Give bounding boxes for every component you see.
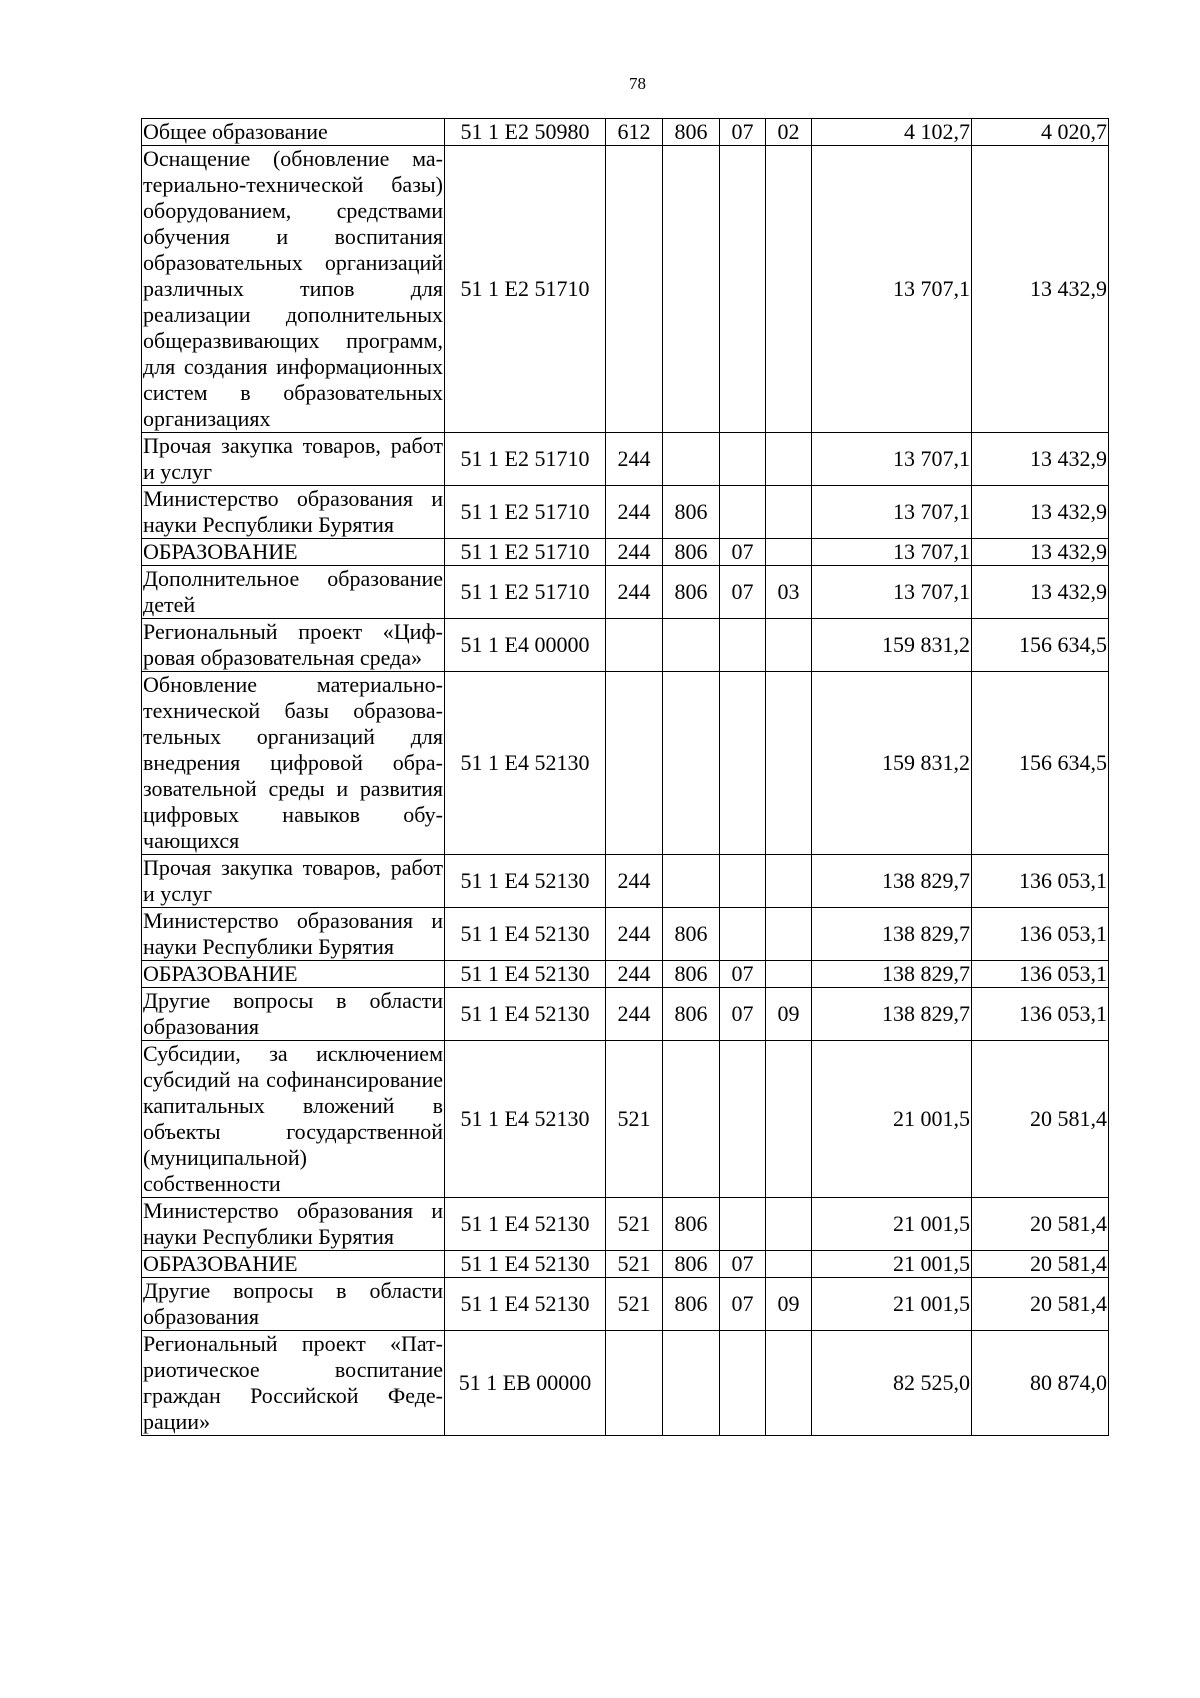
amount-year2: 13 432,9 — [972, 146, 1109, 433]
row-name: Дополнительное образование детей — [143, 566, 443, 617]
expense-type: 521 — [606, 1041, 663, 1198]
amount-year1: 21 001,5 — [812, 1251, 972, 1278]
section-code: 07 — [720, 1278, 766, 1331]
amount-year2: 156 634,5 — [972, 672, 1109, 855]
section-code — [720, 619, 766, 672]
table-row — [142, 961, 1109, 988]
target-code: 51 1 Е4 00000 — [445, 619, 606, 672]
amount-year1: 13 707,1 — [812, 146, 972, 433]
expense-type — [606, 146, 663, 433]
target-code: 51 1 Е4 52130 — [445, 1278, 606, 1331]
section-code — [720, 1041, 766, 1198]
target-code: 51 1 Е4 52130 — [445, 672, 606, 855]
section-code: 07 — [720, 119, 766, 146]
ministry-code: 806 — [663, 119, 720, 146]
subsection-code — [766, 433, 812, 486]
row-name: Региональный проект «Патриотическое воспитание граждан Российской Федерации» — [143, 1331, 443, 1434]
row-name: Другие вопросы в области образования — [143, 1278, 443, 1329]
row-name: Министерство образования и науки Республики Бурятия — [143, 486, 443, 537]
row-name: Субсидии, за исключением субсидий на софинансирование капитальных вложений в объекты государственной (муниципальной) собственности — [143, 1041, 443, 1196]
amount-year1: 21 001,5 — [812, 1278, 972, 1331]
expense-type: 244 — [606, 433, 663, 486]
table-row — [142, 672, 1109, 855]
section-code: 07 — [720, 1251, 766, 1278]
amount-year2: 20 581,4 — [972, 1198, 1109, 1251]
ministry-code: 806 — [663, 539, 720, 566]
expense-type: 521 — [606, 1198, 663, 1251]
row-name: Оснащение (обновление материально-технической базы) оборудованием, средствами обучения и воспитания образовательных организаций различных типов для реализации дополнительных общеразвивающих программ, для создания информационных систем в образовательных организациях — [143, 146, 443, 431]
subsection-code — [766, 486, 812, 539]
table-row — [142, 539, 1109, 566]
table-row — [142, 486, 1109, 539]
section-code: 07 — [720, 566, 766, 619]
amount-year2: 136 053,1 — [972, 988, 1109, 1041]
table-row — [142, 1251, 1109, 1278]
amount-year1: 159 831,2 — [812, 672, 972, 855]
amount-year2: 80 874,0 — [972, 1331, 1109, 1436]
expense-type: 521 — [606, 1278, 663, 1331]
subsection-code — [766, 146, 812, 433]
section-code — [720, 855, 766, 908]
amount-year2: 136 053,1 — [972, 855, 1109, 908]
row-name: Региональный проект «Цифровая образовательная среда» — [143, 619, 443, 670]
subsection-code — [766, 1198, 812, 1251]
subsection-code — [766, 539, 812, 566]
ministry-code — [663, 1331, 720, 1436]
section-code — [720, 486, 766, 539]
target-code: 51 1 Е2 50980 — [445, 119, 606, 146]
subsection-code — [766, 961, 812, 988]
ministry-code: 806 — [663, 1278, 720, 1331]
subsection-code — [766, 1041, 812, 1198]
target-code: 51 1 Е4 52130 — [445, 988, 606, 1041]
row-name: Обновление материально-технической базы образовательных организаций для внедрения цифровой образовательной среды и развития цифровых навыков обучающихся — [143, 672, 443, 853]
subsection-code: 09 — [766, 1278, 812, 1331]
amount-year2: 20 581,4 — [972, 1278, 1109, 1331]
amount-year1: 138 829,7 — [812, 961, 972, 988]
table-row — [142, 1331, 1109, 1436]
amount-year2: 20 581,4 — [972, 1041, 1109, 1198]
section-code — [720, 433, 766, 486]
target-code: 51 1 Е2 51710 — [445, 539, 606, 566]
subsection-code — [766, 855, 812, 908]
section-code — [720, 908, 766, 961]
row-name: Общее образование — [142, 119, 445, 146]
expense-type: 244 — [606, 855, 663, 908]
section-code: 07 — [720, 988, 766, 1041]
section-code — [720, 672, 766, 855]
target-code: 51 1 Е4 52130 — [445, 1198, 606, 1251]
subsection-code — [766, 672, 812, 855]
amount-year2: 136 053,1 — [972, 961, 1109, 988]
ministry-code — [663, 672, 720, 855]
amount-year2: 13 432,9 — [972, 486, 1109, 539]
table-row — [142, 855, 1109, 908]
ministry-code: 806 — [663, 486, 720, 539]
expense-type — [606, 619, 663, 672]
amount-year1: 82 525,0 — [812, 1331, 972, 1436]
ministry-code — [663, 146, 720, 433]
ministry-code: 806 — [663, 1198, 720, 1251]
amount-year1: 13 707,1 — [812, 433, 972, 486]
table-body — [142, 119, 1109, 1436]
ministry-code — [663, 433, 720, 486]
ministry-code — [663, 855, 720, 908]
target-code: 51 1 Е2 51710 — [445, 146, 606, 433]
table-row — [142, 1198, 1109, 1251]
table-row — [142, 1041, 1109, 1198]
table-row — [142, 146, 1109, 433]
expense-type: 244 — [606, 539, 663, 566]
target-code: 51 1 Е2 51710 — [445, 433, 606, 486]
amount-year1: 138 829,7 — [812, 988, 972, 1041]
section-code: 07 — [720, 539, 766, 566]
target-code: 51 1 Е4 52130 — [445, 1041, 606, 1198]
ministry-code — [663, 1041, 720, 1198]
ministry-code: 806 — [663, 961, 720, 988]
amount-year1: 138 829,7 — [812, 855, 972, 908]
expense-type: 612 — [606, 119, 663, 146]
expense-type — [606, 1331, 663, 1436]
expense-type: 244 — [606, 566, 663, 619]
expense-type: 244 — [606, 988, 663, 1041]
amount-year2: 156 634,5 — [972, 619, 1109, 672]
table-row — [142, 619, 1109, 672]
target-code: 51 1 ЕВ 00000 — [445, 1331, 606, 1436]
expense-type: 244 — [606, 961, 663, 988]
target-code: 51 1 Е4 52130 — [445, 855, 606, 908]
ministry-code: 806 — [663, 988, 720, 1041]
subsection-code — [766, 908, 812, 961]
row-name: ОБРАЗОВАНИЕ — [142, 1251, 445, 1278]
row-name: ОБРАЗОВАНИЕ — [142, 539, 445, 566]
row-name: Прочая закупка товаров, работ и услуг — [143, 433, 443, 484]
ministry-code: 806 — [663, 908, 720, 961]
row-name: ОБРАЗОВАНИЕ — [142, 961, 445, 988]
target-code: 51 1 Е2 51710 — [445, 566, 606, 619]
expense-type: 521 — [606, 1251, 663, 1278]
amount-year2: 4 020,7 — [972, 119, 1109, 146]
expense-type — [606, 672, 663, 855]
row-name: Министерство образования и науки Республики Бурятия — [143, 1198, 443, 1249]
section-code: 07 — [720, 961, 766, 988]
table-row — [142, 1278, 1109, 1331]
table-row — [142, 566, 1109, 619]
page-number: 78 — [629, 74, 646, 93]
subsection-code — [766, 619, 812, 672]
amount-year1: 21 001,5 — [812, 1198, 972, 1251]
subsection-code — [766, 1331, 812, 1436]
target-code: 51 1 Е4 52130 — [445, 908, 606, 961]
table-row — [142, 119, 1109, 146]
subsection-code — [766, 1251, 812, 1278]
target-code: 51 1 Е4 52130 — [445, 961, 606, 988]
amount-year1: 13 707,1 — [812, 566, 972, 619]
row-name: Министерство образования и науки Республики Бурятия — [143, 908, 443, 959]
subsection-code: 09 — [766, 988, 812, 1041]
target-code: 51 1 Е2 51710 — [445, 486, 606, 539]
subsection-code: 03 — [766, 566, 812, 619]
expense-type: 244 — [606, 908, 663, 961]
amount-year1: 4 102,7 — [812, 119, 972, 146]
row-name: Другие вопросы в области образования — [143, 988, 443, 1039]
subsection-code: 02 — [766, 119, 812, 146]
amount-year2: 20 581,4 — [972, 1251, 1109, 1278]
amount-year1: 13 707,1 — [812, 486, 972, 539]
amount-year1: 21 001,5 — [812, 1041, 972, 1198]
table-row — [142, 908, 1109, 961]
table-row — [142, 988, 1109, 1041]
expense-type: 244 — [606, 486, 663, 539]
section-code — [720, 1198, 766, 1251]
budget-table — [141, 118, 1109, 1436]
target-code: 51 1 Е4 52130 — [445, 1251, 606, 1278]
amount-year2: 13 432,9 — [972, 433, 1109, 486]
ministry-code — [663, 619, 720, 672]
ministry-code: 806 — [663, 1251, 720, 1278]
amount-year2: 13 432,9 — [972, 566, 1109, 619]
amount-year1: 13 707,1 — [812, 539, 972, 566]
ministry-code: 806 — [663, 566, 720, 619]
amount-year1: 159 831,2 — [812, 619, 972, 672]
row-name: Прочая закупка товаров, работ и услуг — [143, 855, 443, 906]
section-code — [720, 146, 766, 433]
amount-year1: 138 829,7 — [812, 908, 972, 961]
amount-year2: 136 053,1 — [972, 908, 1109, 961]
table-row — [142, 433, 1109, 486]
section-code — [720, 1331, 766, 1436]
amount-year2: 13 432,9 — [972, 539, 1109, 566]
